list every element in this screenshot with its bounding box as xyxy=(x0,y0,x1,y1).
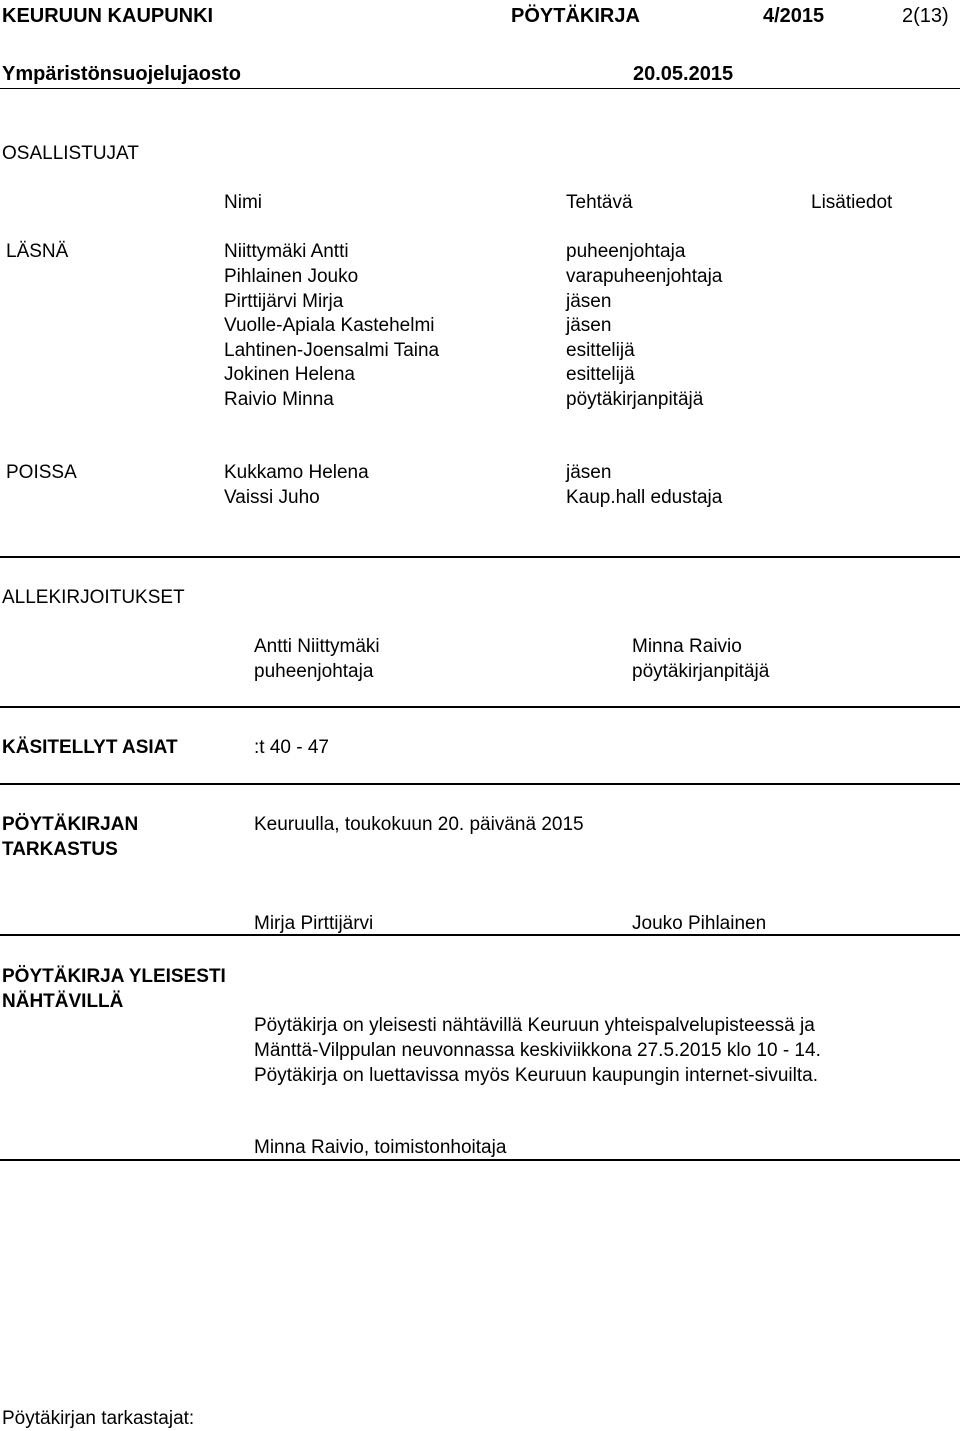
present-role: puheenjohtaja xyxy=(566,241,686,262)
public-text-line3: Pöytäkirja on luettavissa myös Keuruun kaupungin internet-sivuilta. xyxy=(254,1065,818,1086)
public-text-line2: Mänttä-Vilppulan neuvonnassa keskiviikkona 27.5.2015 klo 10 - 14. xyxy=(254,1040,821,1061)
column-header-extra: Lisätiedot xyxy=(811,192,893,213)
review-title-line1: PÖYTÄKIRJAN xyxy=(2,814,139,835)
present-name: Pihlainen Jouko xyxy=(224,266,359,287)
present-name: Vuolle-Apiala Kastehelmi xyxy=(224,315,435,336)
absent-name: Vaissi Juho xyxy=(224,487,320,508)
meeting-date: 20.05.2015 xyxy=(633,63,734,85)
present-label: LÄSNÄ xyxy=(6,241,69,262)
footer-reviewers-label: Pöytäkirjan tarkastajat: xyxy=(2,1408,195,1429)
document-type: PÖYTÄKIRJA xyxy=(511,5,640,27)
section-divider xyxy=(0,1159,960,1161)
present-role: jäsen xyxy=(566,291,612,312)
absent-label: POISSA xyxy=(6,462,77,483)
handled-matters-value: :t 40 - 47 xyxy=(254,737,329,758)
present-role: pöytäkirjanpitäjä xyxy=(566,389,704,410)
secretary-name: Minna Raivio xyxy=(632,636,742,657)
signatures-title: ALLEKIRJOITUKSET xyxy=(2,587,185,608)
organization-name: KEURUUN KAUPUNKI xyxy=(2,5,214,27)
present-name: Pirttijärvi Mirja xyxy=(224,291,344,312)
present-role: jäsen xyxy=(566,315,612,336)
absent-role: Kaup.hall edustaja xyxy=(566,487,723,508)
document-number: 4/2015 xyxy=(763,5,825,27)
public-signer: Minna Raivio, toimistonhoitaja xyxy=(254,1137,507,1158)
secretary-role: pöytäkirjanpitäjä xyxy=(632,661,770,682)
present-name: Lahtinen-Joensalmi Taina xyxy=(224,340,440,361)
public-title-line1: PÖYTÄKIRJA YLEISESTI xyxy=(2,966,226,987)
present-name: Jokinen Helena xyxy=(224,364,355,385)
absent-name: Kukkamo Helena xyxy=(224,462,369,483)
public-title-line2: NÄHTÄVILLÄ xyxy=(2,991,124,1012)
reviewer-2-name: Jouko Pihlainen xyxy=(632,913,767,934)
reviewer-1-name: Mirja Pirttijärvi xyxy=(254,913,374,934)
public-text-line1: Pöytäkirja on yleisesti nähtävillä Keuruun yhteispalvelupisteessä ja xyxy=(254,1015,815,1036)
chair-role: puheenjohtaja xyxy=(254,661,374,682)
present-name: Niittymäki Antti xyxy=(224,241,349,262)
column-header-name: Nimi xyxy=(224,192,262,213)
committee-name: Ympäristönsuojelujaosto xyxy=(2,63,241,85)
header-divider xyxy=(0,88,960,89)
review-title-line2: TARKASTUS xyxy=(2,839,118,860)
section-divider xyxy=(0,556,960,558)
chair-name: Antti Niittymäki xyxy=(254,636,380,657)
handled-matters-title: KÄSITELLYT ASIAT xyxy=(2,737,178,758)
present-role: esittelijä xyxy=(566,340,635,361)
participants-title: OSALLISTUJAT xyxy=(2,143,139,164)
section-divider xyxy=(0,706,960,708)
absent-role: jäsen xyxy=(566,462,612,483)
present-name: Raivio Minna xyxy=(224,389,334,410)
section-divider xyxy=(0,783,960,785)
column-header-role: Tehtävä xyxy=(566,192,633,213)
review-place-date: Keuruulla, toukokuun 20. päivänä 2015 xyxy=(254,814,584,835)
page-number: 2(13) xyxy=(902,5,949,27)
present-role: varapuheenjohtaja xyxy=(566,266,723,287)
section-divider xyxy=(0,934,960,936)
present-role: esittelijä xyxy=(566,364,635,385)
